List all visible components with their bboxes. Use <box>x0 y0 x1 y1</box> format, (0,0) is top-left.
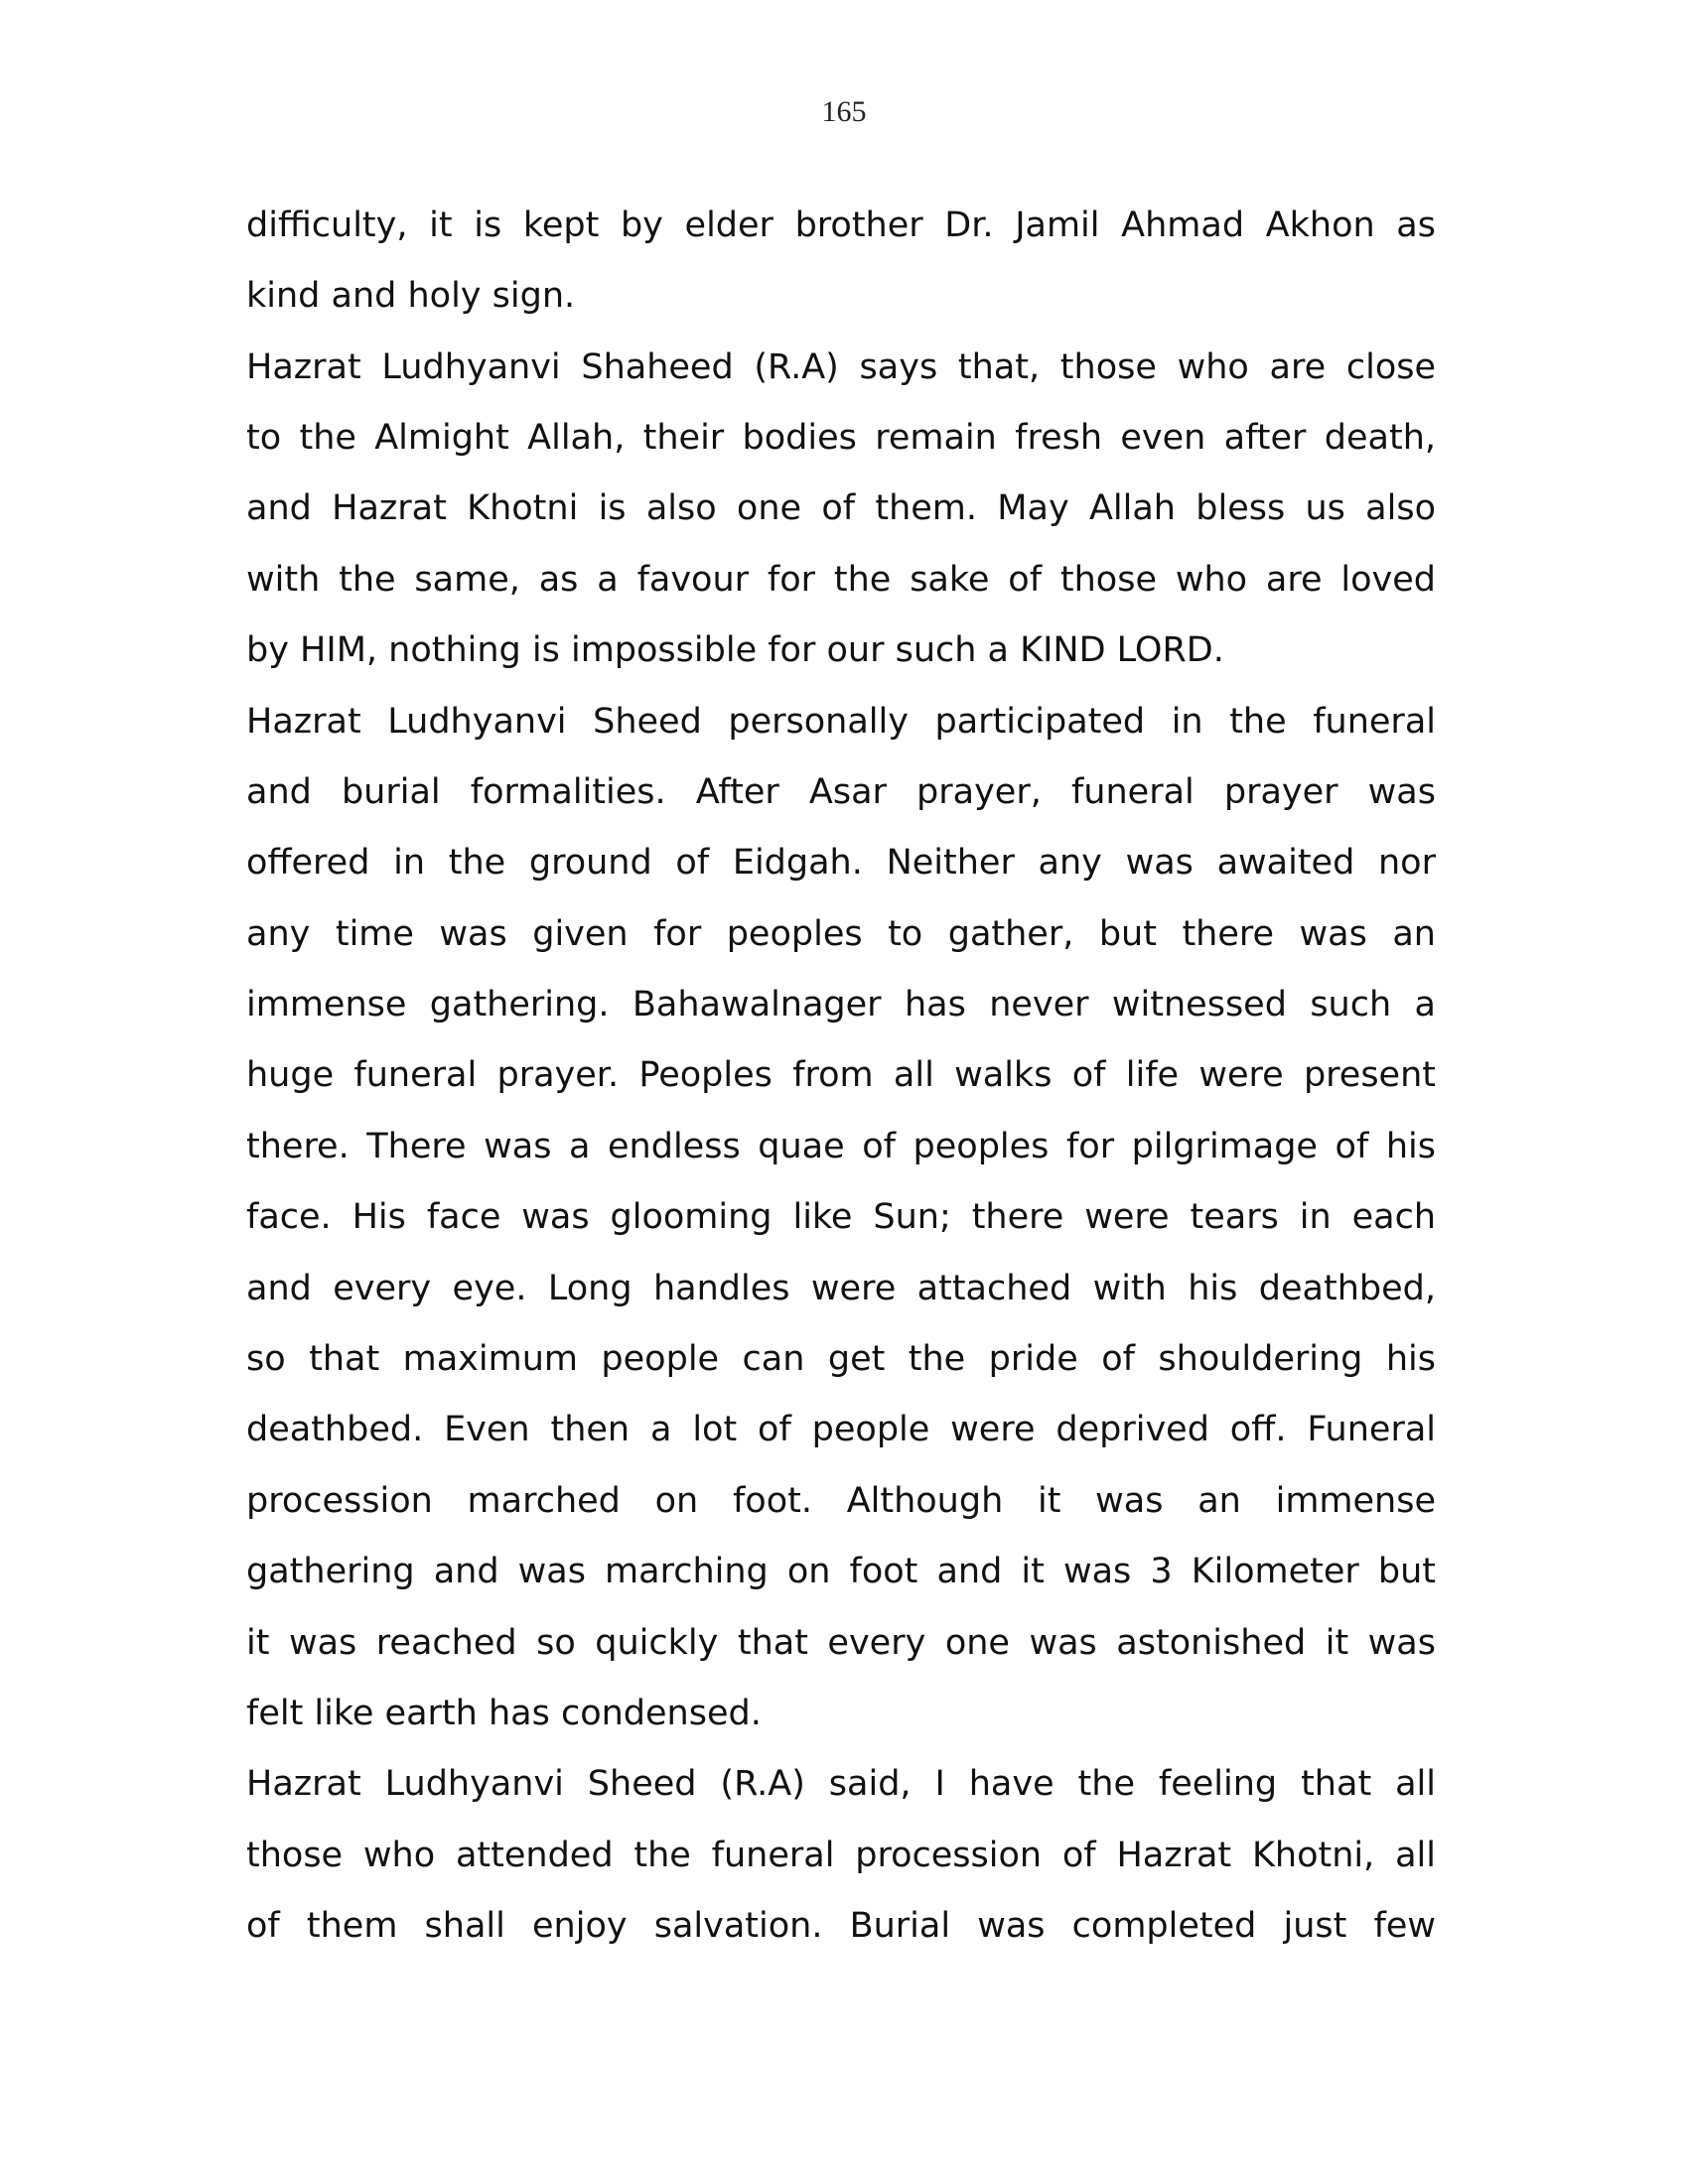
text-line: gathering and was marching on foot and it was 3 Kilometer but <box>246 1552 1436 1592</box>
text-line: and every eye. Long handles were attached with his deathbed, <box>246 1268 1436 1308</box>
text-line: and burial formalities. After Asar prayer, funeral prayer was <box>246 771 1436 812</box>
body-text <box>246 191 1436 1963</box>
text-line: Hazrat Ludhyanvi Sheed (R.A) said, I have the feeling that all <box>246 1764 1436 1805</box>
text-line: there. There was a endless quae of peoples for pilgrimage of his <box>246 1126 1436 1166</box>
text-line: of them shall enjoy salvation. Burial was completed just few <box>246 1906 1436 1947</box>
text-line: by HIM, nothing is impossible for our such a KIND LORD. <box>246 630 1224 671</box>
text-line: difficulty, it is kept by elder brother Dr. Jamil Ahmad Akhon as <box>246 205 1436 245</box>
text-line: deathbed. Even then a lot of people were deprived off. Funeral <box>246 1410 1436 1450</box>
text-line: procession marched on foot. Although it was an immense <box>246 1480 1436 1521</box>
page-number: 165 <box>821 95 867 128</box>
text-line: so that maximum people can get the pride of shouldering his <box>246 1339 1436 1380</box>
text-line: felt like earth has condensed. <box>246 1694 762 1733</box>
text-line: with the same, as a favour for the sake of those who are loved <box>246 559 1436 600</box>
text-line: Hazrat Ludhyanvi Sheed personally participated in the funeral <box>246 701 1436 742</box>
text-line: offered in the ground of Eidgah. Neither any was awaited nor <box>246 843 1436 884</box>
text-line: and Hazrat Khotni is also one of them. May Allah bless us also <box>246 488 1436 529</box>
text-line: it was reached so quickly that every one was astonished it was <box>246 1622 1436 1663</box>
text-line: any time was given for peoples to gather, but there was an <box>246 913 1436 954</box>
text-line: to the Almight Allah, their bodies remain fresh even after death, <box>246 417 1436 458</box>
text-line: face. His face was glooming like Sun; there were tears in each <box>246 1197 1436 1238</box>
text-line: immense gathering. Bahawalnager has never witnessed such a <box>246 985 1436 1025</box>
text-line: those who attended the funeral procession of Hazrat Khotni, all <box>246 1835 1436 1875</box>
text-line: Hazrat Ludhyanvi Shaheed (R.A) says that, those who are close <box>246 346 1436 387</box>
text-line: kind and holy sign. <box>246 276 576 317</box>
text-line: huge funeral prayer. Peoples from all walks of life were present <box>246 1055 1436 1096</box>
